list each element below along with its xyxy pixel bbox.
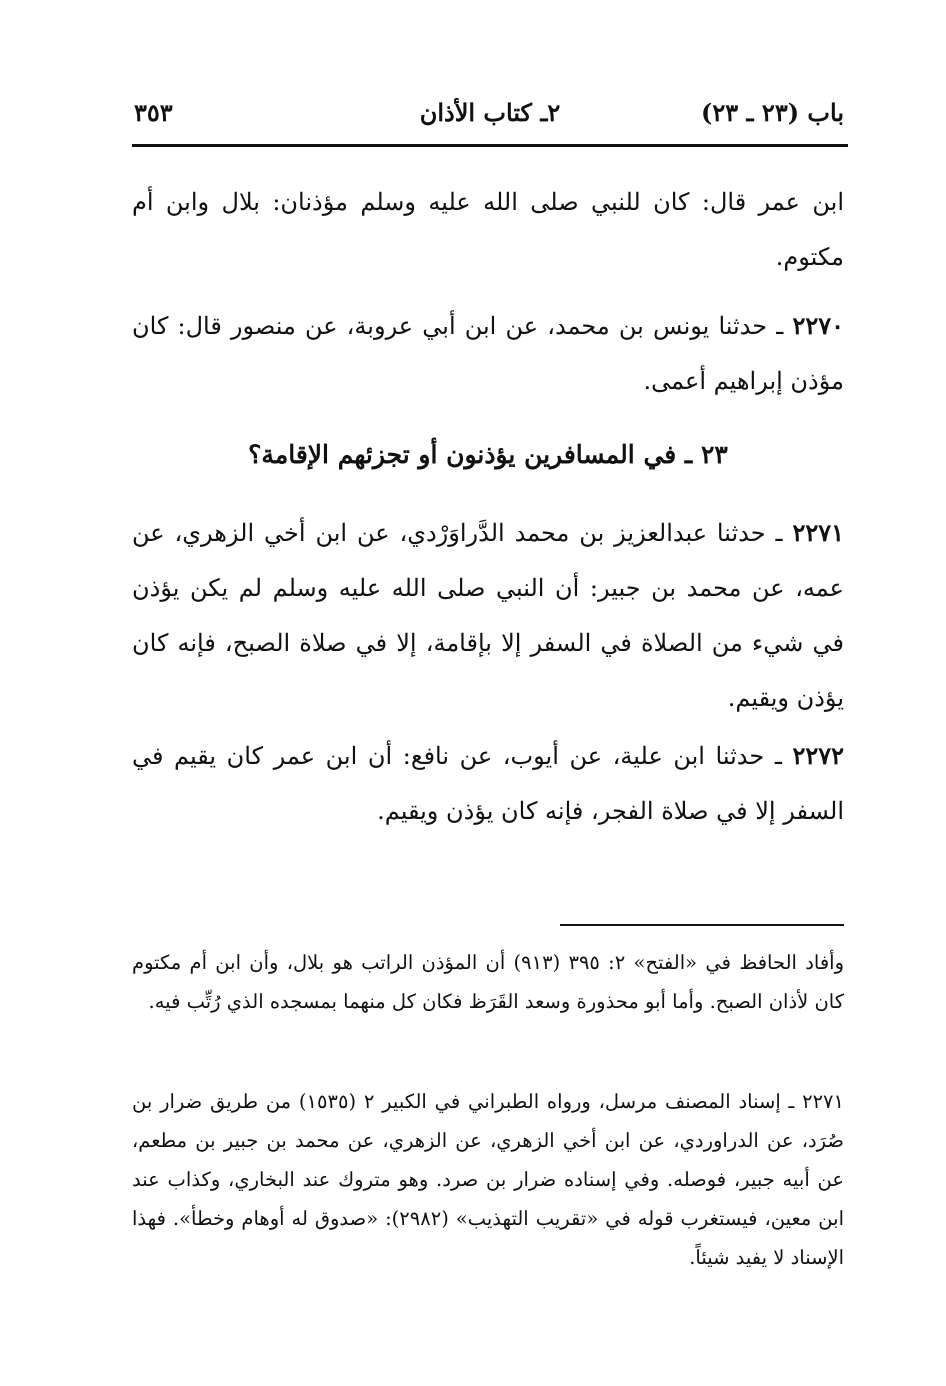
paragraph-text: ابن عمر قال: كان للنبي صلى الله عليه وسلم مؤذنان: بلال وابن أم مكتوم.	[132, 188, 844, 271]
book-title: ٢ـ كتاب الأذان	[419, 98, 561, 127]
hadith-2270	[132, 298, 844, 409]
hadith-text: ـ حدثنا يونس بن محمد، عن ابن أبي عروبة، عن منصور قال: كان مؤذن إبراهيم أعمى.	[132, 312, 844, 395]
hadith-text: ـ حدثنا عبدالعزيز بن محمد الدَّراوَرْدي، عن ابن أخي الزهري، عن عمه، عن محمد بن جبير: أن النبي صلى الله عليه وسلم لم يكن يؤذن في شيء من الصلاة في السفر إلا بإقامة، إلا في صلاة الصبح، فإنه كان يؤذن ويقيم.	[132, 519, 844, 712]
hadith-text: ـ حدثنا ابن علية، عن أيوب، عن نافع: أن ابن عمر كان يقيم في السفر إلا في صلاة الفجر، فإنه كان يؤذن ويقيم.	[132, 742, 844, 825]
footnote-continuation: وأفاد الحافظ في «الفتح» ٢: ٣٩٥ (٩١٣) أن المؤذن الراتب هو بلال، وأن ابن أم مكتوم كان لأذان الصبح. وأما أبو محذورة وسعد القَرَظ فكان كل منهما بمسجده الذي رُتِّب فيه.	[132, 951, 844, 1013]
hadith-number: ٢٢٧٠	[792, 311, 844, 340]
hadith-number: ٢٢٧٢	[792, 741, 844, 770]
section-heading: ٢٣ ـ في المسافرين يؤذنون أو تجزئهم الإقامة؟	[248, 440, 728, 469]
hadith-number: ٢٢٧١	[792, 518, 844, 547]
paragraph-continuation	[132, 175, 844, 285]
footnote-2271: ٢٢٧١ ـ إسناد المصنف مرسل، ورواه الطبراني في الكبير ٢ (١٥٣٥) من طريق ضرار بن صُرَد، عن الدراوردي، عن ابن أخي الزهري، عن الزهري، عن محمد بن جبير بن مطعم، عن أبيه جبير، فوصله. وفي إسناده ضرار بن صرد. وهو متروك عند البخاري، وكذاب عند ابن معين، فيستغرب قوله في «تقريب التهذيب» (٢٩٨٢): «صدوق له أوهام وخطأ». فهذا الإسناد لا يفيد شيئاً.	[132, 1090, 844, 1269]
hadith-2271	[132, 505, 844, 726]
page-number: ٣٥٣	[134, 98, 173, 127]
hadith-2272	[132, 728, 844, 839]
chapter-reference: باب (٢٣ ـ ٢٣)	[701, 98, 844, 127]
page-header	[132, 96, 848, 140]
header-rule	[132, 144, 848, 147]
footnote-separator	[560, 924, 844, 926]
